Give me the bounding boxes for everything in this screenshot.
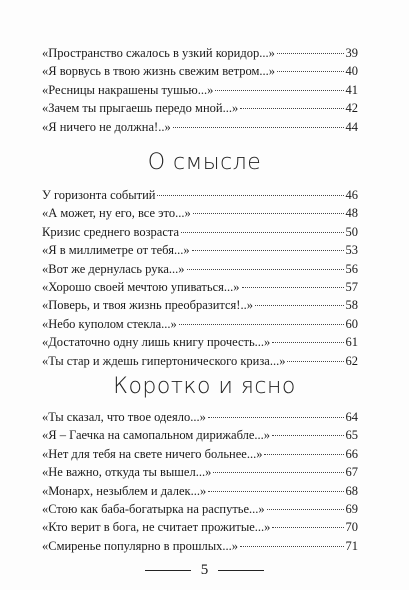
toc-entry-title: «Я в миллиметре от тебя...» xyxy=(42,243,190,258)
dot-leader xyxy=(213,472,343,473)
toc-entry-page: 57 xyxy=(345,279,358,294)
dot-leader xyxy=(277,53,344,54)
dot-leader xyxy=(173,127,344,128)
toc-entry xyxy=(42,296,358,314)
toc-entry-page: 64 xyxy=(345,410,358,424)
toc-group-2 xyxy=(42,186,358,370)
dot-leader xyxy=(240,546,343,547)
toc-entry xyxy=(42,537,358,555)
toc-entry-title: «Ресницы накрашены тушью...» xyxy=(42,82,214,97)
toc-entry-title: «Нет для тебя на свете ничего больнее...» xyxy=(42,446,263,461)
toc-entry xyxy=(42,260,358,278)
toc-entry-title: «Ты сказал, что твое одеяло...» xyxy=(42,410,206,424)
toc-entry xyxy=(42,44,358,62)
toc-entry xyxy=(42,81,358,99)
toc-entry-title: «Пространство сжалось в узкий коридор...» xyxy=(42,46,275,60)
dot-leader xyxy=(179,324,344,325)
toc-entry-page: 41 xyxy=(345,82,358,97)
dot-leader xyxy=(272,527,343,528)
dot-leader xyxy=(192,250,344,251)
toc-entry-title: «Монарх, незыблем и далек...» xyxy=(42,483,207,498)
toc-entry-page: 67 xyxy=(345,465,358,480)
dot-leader xyxy=(215,90,343,91)
toc-entry xyxy=(42,118,358,136)
toc-entry-title: Кризис среднего возраста xyxy=(42,224,180,239)
toc-entry-title: «А может, ну его, все это...» xyxy=(42,206,191,221)
toc-entry-page: 53 xyxy=(345,243,358,258)
toc-entry xyxy=(42,315,358,333)
toc-entry-page: 71 xyxy=(345,538,358,553)
toc-entry-title: У горизонта событий xyxy=(42,188,156,202)
footer-rule-left xyxy=(145,570,191,571)
toc-entry xyxy=(42,482,358,500)
toc-entry xyxy=(42,186,358,204)
toc-entry xyxy=(42,445,358,463)
toc-entry-page: 60 xyxy=(345,316,358,331)
toc-entry-page: 69 xyxy=(345,501,358,516)
toc-entry-page: 46 xyxy=(345,188,358,202)
toc-entry-title: «Хорошо своей мечтою упиваться...» xyxy=(42,279,240,294)
toc-entry-title: «Достаточно одну лишь книгу прочесть...» xyxy=(42,335,271,350)
toc-entry-page: 40 xyxy=(345,64,358,79)
dot-leader xyxy=(255,305,344,306)
toc-entry-page: 68 xyxy=(345,483,358,498)
toc-entry xyxy=(42,518,358,536)
section-heading: Коротко и ясно xyxy=(113,374,296,399)
dot-leader xyxy=(208,491,343,492)
dot-leader xyxy=(287,361,343,362)
toc-entry xyxy=(42,241,358,259)
toc-entry-title: «Стою как баба-богатырка на распутье...» xyxy=(42,501,265,516)
footer-rule-right xyxy=(218,570,264,571)
dot-leader xyxy=(264,454,343,455)
dot-leader xyxy=(187,269,344,270)
toc-group-3 xyxy=(42,408,358,555)
dot-leader xyxy=(157,195,343,196)
page-footer xyxy=(0,558,409,582)
toc-entry xyxy=(42,333,358,351)
section-heading: О смысле xyxy=(147,150,262,175)
dot-leader xyxy=(267,509,344,510)
toc-entry-title: «Ты стар и ждешь гипертонического криза...» xyxy=(42,353,286,368)
toc-entry-title: «Небо куполом стекла...» xyxy=(42,316,177,331)
dot-leader xyxy=(208,417,344,418)
toc-entry-title: «Я ворвусь в твою жизнь свежим ветром...» xyxy=(42,64,276,79)
toc-entry-title: «Смиренье популярно в прошлых...» xyxy=(42,538,239,553)
dot-leader xyxy=(277,71,343,72)
toc-entry-title: «Зачем ты прыгаешь передо мной...» xyxy=(42,101,239,116)
toc-entry xyxy=(42,500,358,518)
dot-leader xyxy=(272,342,343,343)
toc-entry xyxy=(42,352,358,370)
toc-entry-title: «Поверь, и твоя жизнь преобразится!..» xyxy=(42,298,253,313)
toc-entry-page: 56 xyxy=(345,261,358,276)
dot-leader xyxy=(181,232,343,233)
dot-leader xyxy=(242,287,344,288)
toc-entry-page: 42 xyxy=(345,101,358,116)
toc-entry-title: «Я – Гаечка на самопальном дирижабле...» xyxy=(42,428,271,443)
toc-entry xyxy=(42,99,358,117)
toc-entry-title: «Не важно, откуда ты вышел...» xyxy=(42,465,212,480)
toc-entry-title: «Кто верит в бога, не считает прожитые...» xyxy=(42,520,271,535)
toc-entry xyxy=(42,408,358,426)
toc-entry-page: 39 xyxy=(345,46,358,60)
toc-entry-page: 44 xyxy=(345,119,358,134)
toc-entry-page: 70 xyxy=(345,520,358,535)
toc-entry-page: 66 xyxy=(345,446,358,461)
toc-entry xyxy=(42,204,358,222)
toc-entry-page: 48 xyxy=(345,206,358,221)
toc-entry-page: 62 xyxy=(345,353,358,368)
dot-leader xyxy=(272,435,343,436)
toc-entry xyxy=(42,463,358,481)
toc-entry-page: 65 xyxy=(345,428,358,443)
dot-leader xyxy=(240,108,343,109)
page-number: 5 xyxy=(200,561,209,578)
dot-leader xyxy=(193,213,344,214)
toc-entry-title: «Я ничего не должна!..» xyxy=(42,119,171,134)
toc-entry xyxy=(42,62,358,80)
toc-entry-title: «Вот же дернулась рука...» xyxy=(42,261,185,276)
toc-entry xyxy=(42,223,358,241)
toc-entry xyxy=(42,426,358,444)
toc-entry xyxy=(42,278,358,296)
toc-entry-page: 58 xyxy=(345,298,358,313)
toc-entry-page: 50 xyxy=(345,224,358,239)
toc-group-1 xyxy=(42,44,358,136)
toc-entry-page: 61 xyxy=(345,335,358,350)
